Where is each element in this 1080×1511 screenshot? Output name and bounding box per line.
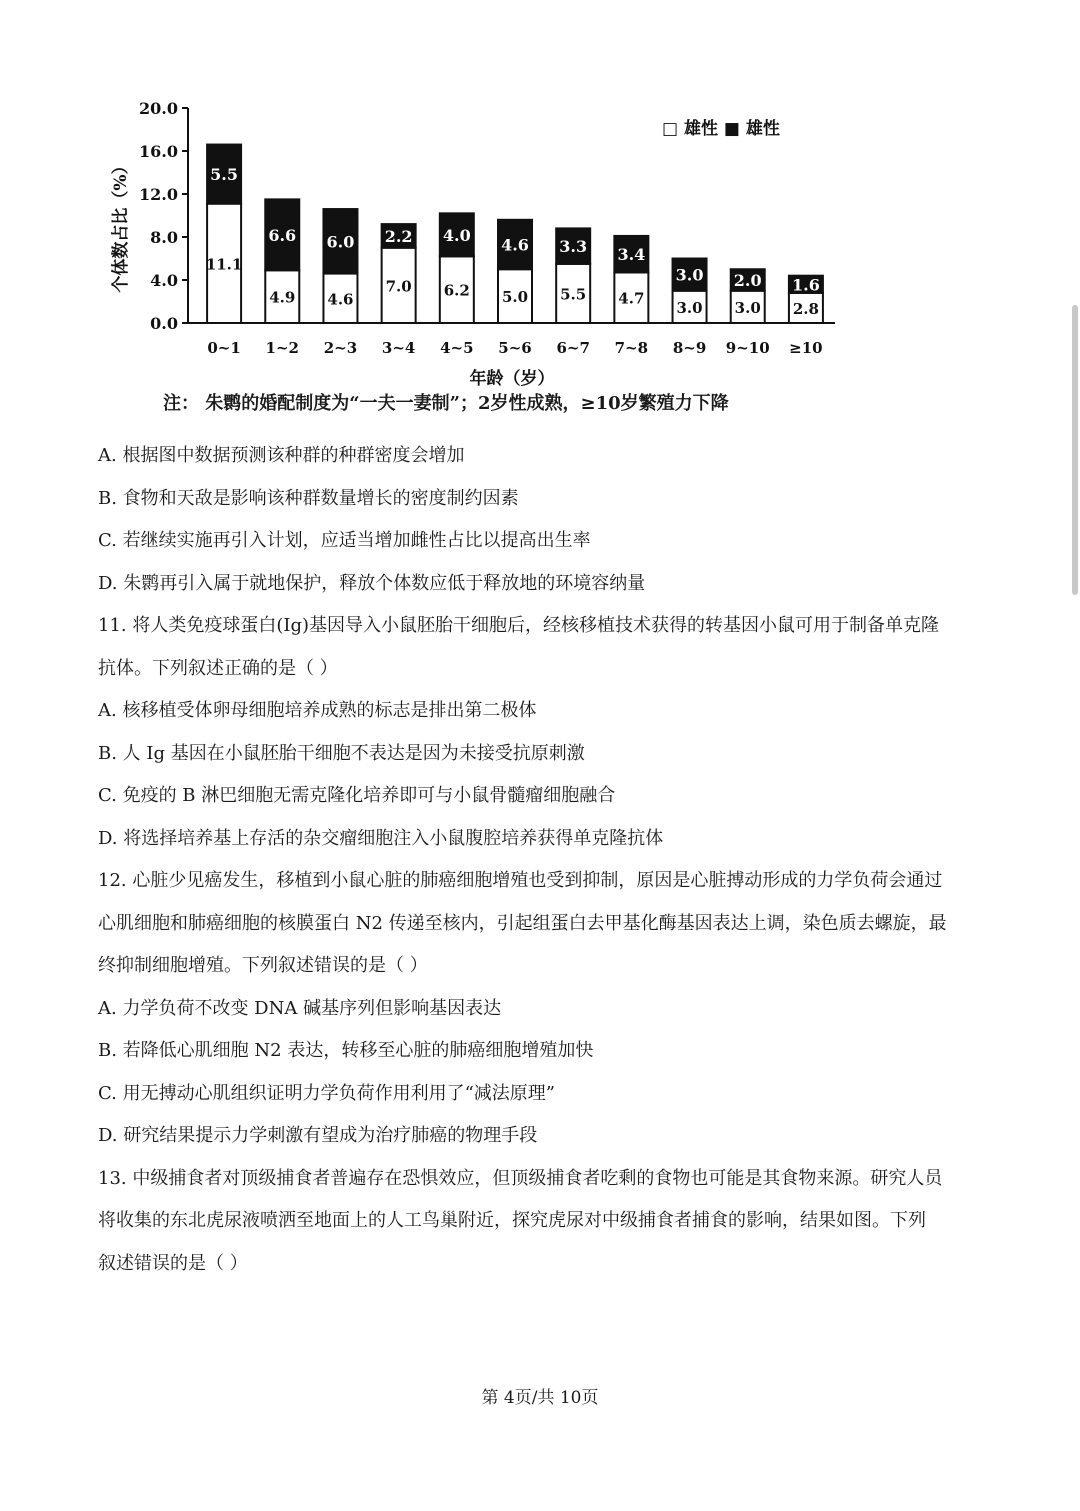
question-12-stem: 12. 心脏少见癌发生，移植到小鼠心脏的肺癌细胞增殖也受到抑制，原因是心脏搏动形成的力学负荷会通过 (98, 870, 943, 891)
x-tick-label: 9~10 (725, 339, 770, 357)
y-tick-label: 0.0 (150, 314, 178, 333)
question-11-option-a: A. 核移植受体卵母细胞培养成熟的标志是排出第二极体 (98, 700, 537, 721)
question-12-option-a: A. 力学负荷不改变 DNA 碱基序列但影响基因表达 (98, 997, 502, 1019)
option-d: D. 朱鹮再引入属于就地保护，释放个体数应低于释放地的环境容纳量 (98, 572, 646, 594)
data-label-white: 7.0 (385, 277, 412, 296)
option-b: B. 食物和天敌是影响该种群数量增长的密度制约因素 (98, 487, 519, 509)
x-tick-label: 2~3 (323, 339, 358, 357)
question-12-stem-end: 终抑制细胞增殖。下列叙述错误的是（ ） (98, 955, 428, 976)
data-label-white: 5.0 (501, 288, 529, 307)
question-12-option-c: C. 用无搏动心肌组织证明力学负荷作用利用了“减法原理” (98, 1082, 555, 1104)
x-tick-label: 6~7 (556, 339, 590, 357)
question-13-stem-cont: 将收集的东北虎尿液喷洒至地面上的人工鸟巢附近，探究虎尿对中级捕食者捕食的影响，结果如图。下列 (98, 1210, 926, 1231)
page-footer: 第 4页/共 10页 (481, 1388, 599, 1408)
data-label-black: 2.0 (733, 271, 762, 290)
data-label-black: 3.3 (559, 237, 588, 257)
question-12-option-b: B. 若降低心肌细胞 N2 表达，转移至心脏的肺癌细胞增殖加快 (98, 1040, 594, 1061)
data-label-white: 2.8 (792, 299, 819, 318)
x-tick-label: 0~1 (207, 339, 241, 357)
question-12-stem-cont: 心肌细胞和肺癌细胞的核膜蛋白 N2 传递至核内，引起组蛋白去甲基化酶基因表达上调，染色质去螺旋，最 (98, 912, 947, 934)
data-label-white: 4.9 (269, 288, 296, 307)
data-label-white: 4.6 (327, 290, 354, 309)
option-a: A. 根据图中数据预测该种群的种群密度会增加 (98, 445, 465, 466)
question-text (98, 440, 988, 1290)
data-label-white: 6.2 (443, 281, 470, 300)
data-label-white: 4.7 (618, 289, 645, 308)
data-label-white: 3.0 (734, 298, 761, 317)
x-tick-label: 1~2 (265, 339, 299, 357)
data-label-black: 6.0 (326, 232, 355, 252)
question-13-stem-end: 叙述错误的是（ ） (98, 1252, 248, 1274)
data-label-black: 3.0 (675, 265, 704, 285)
y-tick-label: 8.0 (150, 228, 178, 247)
x-tick-label: 7~8 (614, 339, 649, 357)
question-11-option-c: C. 免疫的 B 淋巴细胞无需克隆化培养即可与小鼠骨髓瘤细胞融合 (98, 785, 616, 806)
data-label-black: 1.6 (791, 275, 820, 295)
data-label-black: 4.6 (501, 235, 529, 255)
legend: □ 雄性 ■ 雄性 (662, 119, 780, 139)
x-tick-label: 4~5 (440, 339, 474, 357)
y-tick-label: 12.0 (139, 185, 178, 204)
y-tick-label: 16.0 (139, 142, 178, 161)
question-11-stem: 11. 将人类免疫球蛋白(Ig)基因导入小鼠胚胎干细胞后，经核移植技术获得的转基因小鼠可用于制备单克隆 (98, 615, 940, 636)
data-label-black: 2.2 (384, 226, 413, 246)
data-label-white: 11.1 (205, 255, 243, 274)
x-tick-label: 8~9 (672, 339, 707, 357)
x-tick-label: ≥10 (789, 339, 823, 357)
age-structure-bar-chart (0, 0, 1080, 420)
y-axis-label: 个体数占比（%） (111, 157, 131, 293)
y-tick-label: 4.0 (150, 271, 178, 290)
question-11-stem-cont: 抗体。下列叙述正确的是（ ） (98, 657, 338, 679)
x-tick-label: 5~6 (498, 339, 532, 357)
data-label-black: 5.5 (210, 165, 239, 185)
x-tick-label: 3~4 (381, 339, 416, 357)
scrollbar-thumb[interactable] (1072, 305, 1078, 595)
question-11-option-d: D. 将选择培养基上存活的杂交瘤细胞注入小鼠腹腔培养获得单克隆抗体 (98, 827, 664, 849)
question-13-stem: 13. 中级捕食者对顶级捕食者普遍存在恐惧效应，但顶级捕食者吃剩的食物也可能是其食物来源。研究人员 (98, 1167, 943, 1189)
chart-note: 注： 朱鹮的婚配制度为“一夫一妻制”；2岁性成熟，≥10岁繁殖力下降 (163, 393, 729, 414)
data-label-black: 6.6 (268, 225, 297, 245)
option-c: C. 若继续实施再引入计划，应适当增加雌性占比以提高出生率 (98, 530, 591, 551)
question-12-option-d: D. 研究结果提示力学刺激有望成为治疗肺癌的物理手段 (98, 1125, 538, 1146)
data-label-white: 5.5 (560, 285, 587, 304)
data-label-white: 3.0 (676, 298, 703, 317)
data-label-black: 3.4 (617, 245, 646, 265)
question-11-option-b: B. 人 Ig 基因在小鼠胚胎干细胞不表达是因为未接受抗原刺激 (98, 742, 585, 764)
data-label-black: 4.0 (442, 225, 471, 245)
x-axis-label: 年龄（岁） (469, 369, 555, 389)
y-tick-label: 20.0 (139, 99, 178, 118)
